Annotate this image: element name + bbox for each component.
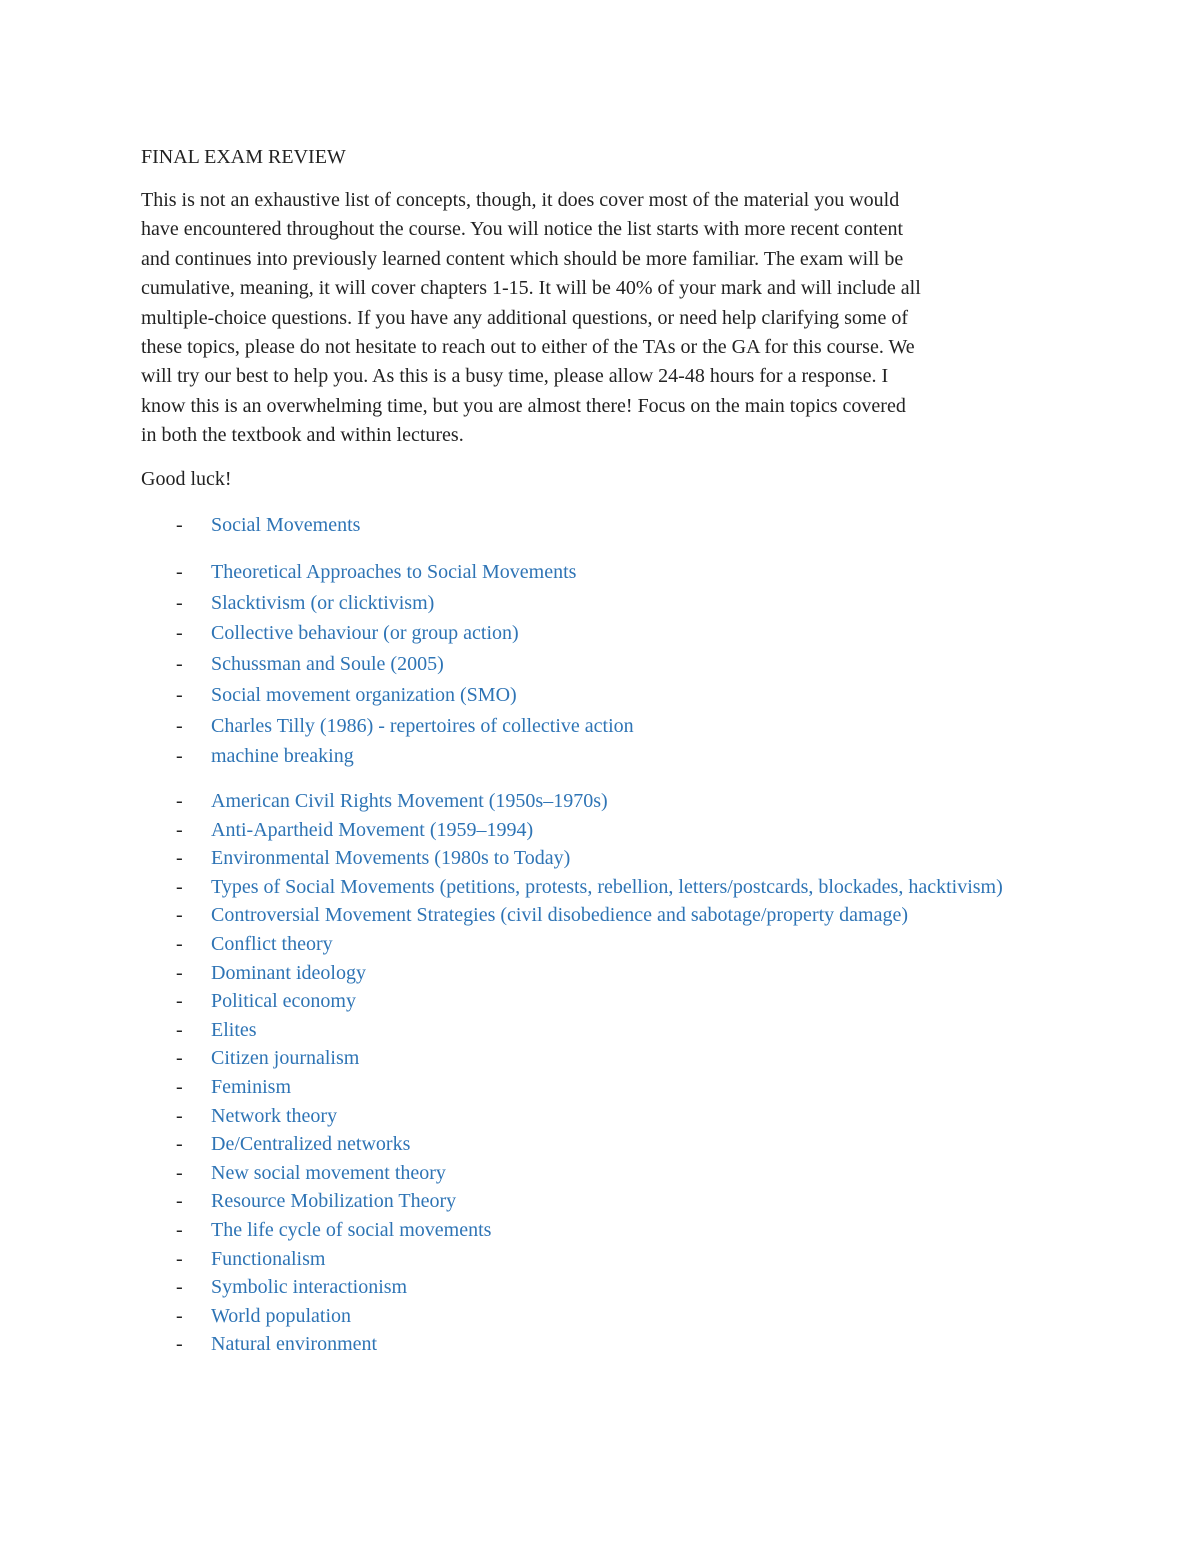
topic-label: Feminism	[211, 1075, 292, 1098]
intro-line: cumulative, meaning, it will cover chapters 1-15. It will be 40% of your mark and will include all	[141, 277, 921, 300]
topic-label: Symbolic interactionism	[211, 1276, 408, 1299]
bullet-dash: -	[176, 745, 183, 768]
bullet-dash: -	[176, 1247, 183, 1270]
bullet-dash: -	[176, 961, 183, 984]
topic-list-item	[0, 873, 1041, 902]
bullet-dash: -	[176, 818, 183, 841]
topic-label: World population	[211, 1304, 352, 1327]
topic-list-item	[0, 987, 1041, 1016]
topic-list-item	[0, 618, 1041, 649]
intro-line: and continues into previously learned content which should be more familiar. The exam will be	[141, 247, 904, 270]
topic-label: Social Movements	[211, 514, 361, 536]
topic-label: Theoretical Approaches to Social Movements	[211, 561, 577, 583]
intro-line: these topics, please do not hesitate to reach out to either of the TAs or the GA for this course. We	[141, 336, 915, 359]
bullet-dash: -	[176, 904, 183, 927]
topic-label: Slacktivism (or clicktivism)	[211, 591, 435, 614]
bullet-dash: -	[176, 514, 183, 536]
topic-label: American Civil Rights Movement (1950s–1970s)	[211, 790, 608, 812]
topic-label: Network theory	[211, 1104, 338, 1127]
topic-label: Natural environment	[211, 1333, 378, 1356]
bullet-dash: -	[176, 653, 183, 676]
topic-list-item	[0, 1016, 1041, 1045]
topic-label: Controversial Movement Strategies (civil disobedience and sabotage/property damage)	[211, 904, 909, 927]
topic-label: machine breaking	[211, 745, 354, 768]
intro-line: multiple-choice questions. If you have any additional questions, or need help clarifying some of	[141, 306, 909, 329]
bullet-dash: -	[176, 1333, 183, 1356]
topic-list-item	[0, 649, 1041, 680]
topic-label: Social movement organization (SMO)	[211, 683, 517, 706]
topic-label: Functionalism	[211, 1247, 326, 1270]
topic-list-item	[0, 510, 1041, 540]
bullet-dash: -	[176, 1276, 183, 1299]
bullet-dash: -	[176, 683, 183, 706]
topic-list-item	[0, 930, 1041, 959]
topic-list-item	[0, 588, 1041, 619]
closing-text: Good luck!	[141, 468, 232, 490]
topic-list-item	[0, 1187, 1041, 1216]
topic-list-item	[0, 816, 1041, 845]
topic-label: Political economy	[211, 990, 356, 1013]
topic-list-item	[0, 741, 1041, 772]
topic-list-item	[0, 1302, 1041, 1331]
page-title: FINAL EXAM REVIEW	[141, 146, 346, 168]
bullet-dash: -	[176, 1133, 183, 1156]
topic-label: Resource Mobilization Theory	[211, 1190, 457, 1213]
bullet-dash: -	[176, 1104, 183, 1127]
topic-label: Dominant ideology	[211, 961, 366, 984]
topic-list-item	[0, 1159, 1041, 1188]
bullet-dash: -	[176, 1018, 183, 1041]
topic-list-group-1	[0, 510, 1041, 540]
bullet-dash: -	[176, 1047, 183, 1070]
bullet-dash: -	[176, 1218, 183, 1241]
bullet-dash: -	[176, 591, 183, 614]
topic-label: Citizen journalism	[211, 1047, 360, 1070]
bullet-dash: -	[176, 847, 183, 870]
topic-list-item	[0, 844, 1041, 873]
bullet-dash: -	[176, 1161, 183, 1184]
topic-label: Environmental Movements (1980s to Today)	[211, 847, 571, 870]
topic-list-group-2	[0, 557, 1041, 772]
topic-label: Anti-Apartheid Movement (1959–1994)	[211, 818, 534, 841]
bullet-dash: -	[176, 714, 183, 737]
topic-list-item	[0, 1073, 1041, 1102]
bullet-dash: -	[176, 1190, 183, 1213]
intro-line: know this is an overwhelming time, but you are almost there! Focus on the main topics covered	[141, 394, 906, 417]
intro-line: will try our best to help you. As this is a busy time, please allow 24-48 hours for a response. I	[141, 365, 889, 388]
topic-list-item	[0, 1216, 1041, 1245]
topic-list-item	[0, 1245, 1041, 1274]
topic-label: The life cycle of social movements	[211, 1218, 492, 1241]
topic-list-item	[0, 1044, 1041, 1073]
topic-label: New social movement theory	[211, 1161, 446, 1184]
topic-label: Collective behaviour (or group action)	[211, 622, 519, 645]
bullet-dash: -	[176, 790, 183, 812]
topic-list-item	[0, 787, 1041, 816]
topic-list-item	[0, 1130, 1041, 1159]
bullet-dash: -	[176, 622, 183, 645]
topic-list-item	[0, 1330, 1041, 1359]
topic-label: De/Centralized networks	[211, 1133, 411, 1156]
bullet-dash: -	[176, 1304, 183, 1327]
topic-label: Conflict theory	[211, 932, 333, 955]
bullet-dash: -	[176, 932, 183, 955]
intro-paragraph	[141, 186, 1076, 451]
topic-list-group-3	[0, 787, 1041, 1359]
topic-list-item	[0, 680, 1041, 711]
intro-line: in both the textbook and within lectures.	[141, 424, 464, 447]
topic-label: Schussman and Soule (2005)	[211, 653, 444, 676]
bullet-dash: -	[176, 1075, 183, 1098]
topic-list-item	[0, 901, 1041, 930]
intro-line: This is not an exhaustive list of concepts, though, it does cover most of the material you would	[141, 189, 900, 211]
topic-list-item	[0, 1102, 1041, 1131]
topic-label: Elites	[211, 1018, 257, 1041]
bullet-dash: -	[176, 875, 183, 898]
topic-list-item	[0, 1273, 1041, 1302]
intro-line: have encountered throughout the course. You will notice the list starts with more recent content	[141, 218, 904, 241]
topic-list-item	[0, 959, 1041, 988]
topic-label: Charles Tilly (1986) - repertoires of collective action	[211, 714, 634, 737]
topic-label: Types of Social Movements (petitions, protests, rebellion, letters/postcards, blockades, hacktivism)	[211, 875, 1003, 898]
bullet-dash: -	[176, 561, 183, 583]
topic-list-item	[0, 557, 1041, 588]
topic-list-item	[0, 711, 1041, 742]
bullet-dash: -	[176, 990, 183, 1013]
